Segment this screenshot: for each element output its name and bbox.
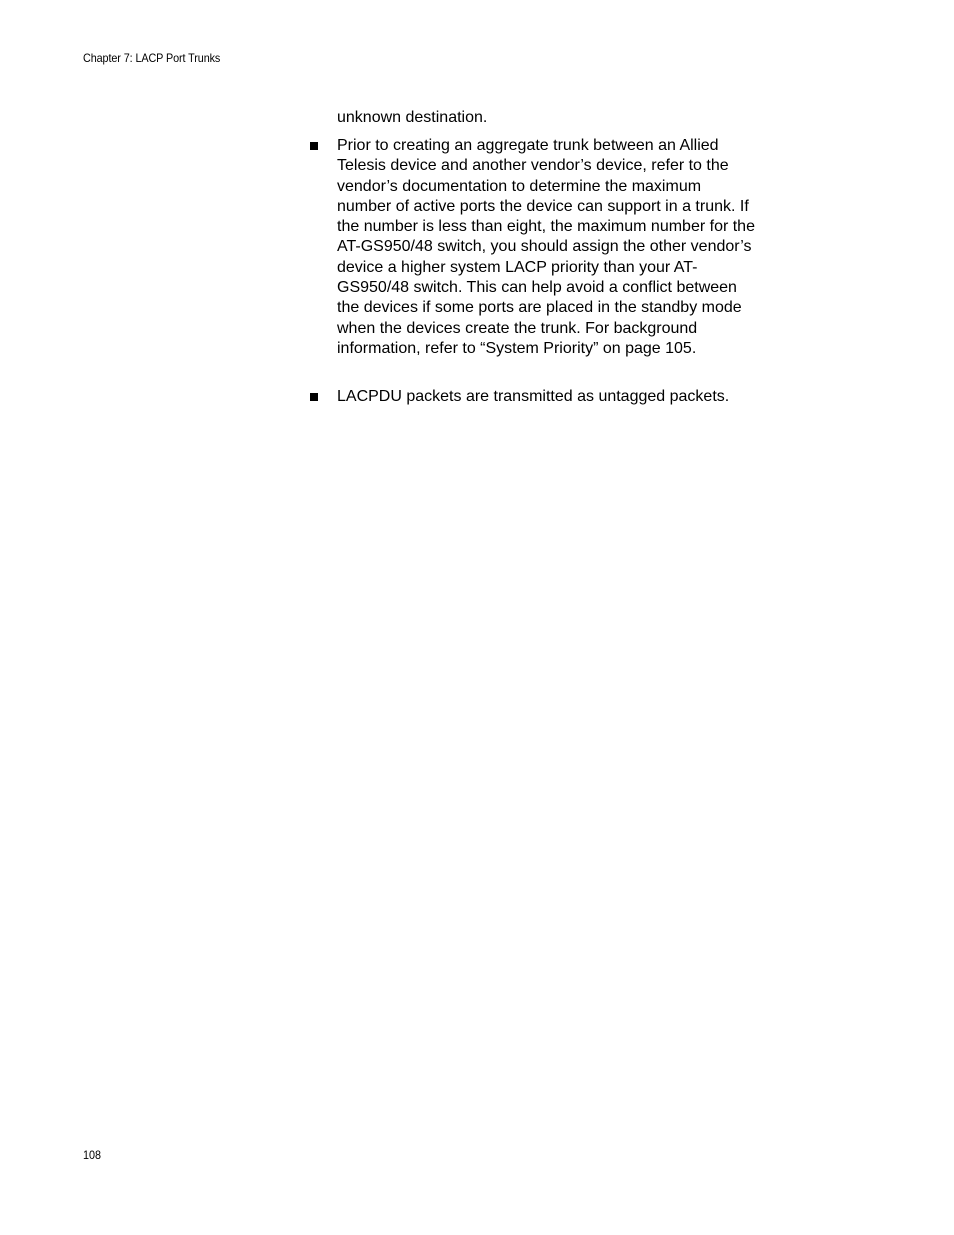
list-item-text: LACPDU packets are transmitted as untagged packets. <box>337 388 730 405</box>
square-bullet-icon <box>310 393 318 401</box>
list-item-text: Prior to creating an aggregate trunk between an Allied Telesis device and another vendor’s device, refer to the vendor’s documentation to determine the maximum number of active ports the device can support in a trunk. If the number is less than eight, the maximum number for the AT-GS950/48 switch, you should assign the other vendor’s device a higher system LACP priority than your AT-GS950/48 switch. This can help avoid a conflict between the devices if some ports are placed in the standby mode when the devices create the trunk. For background information, refer to “System Priority” on page 105. <box>337 137 755 357</box>
running-header: Chapter 7: LACP Port Trunks <box>83 51 221 65</box>
square-bullet-icon <box>310 142 318 150</box>
page-number: 108 <box>83 1148 102 1162</box>
continuation-text: unknown destination. <box>337 109 488 126</box>
